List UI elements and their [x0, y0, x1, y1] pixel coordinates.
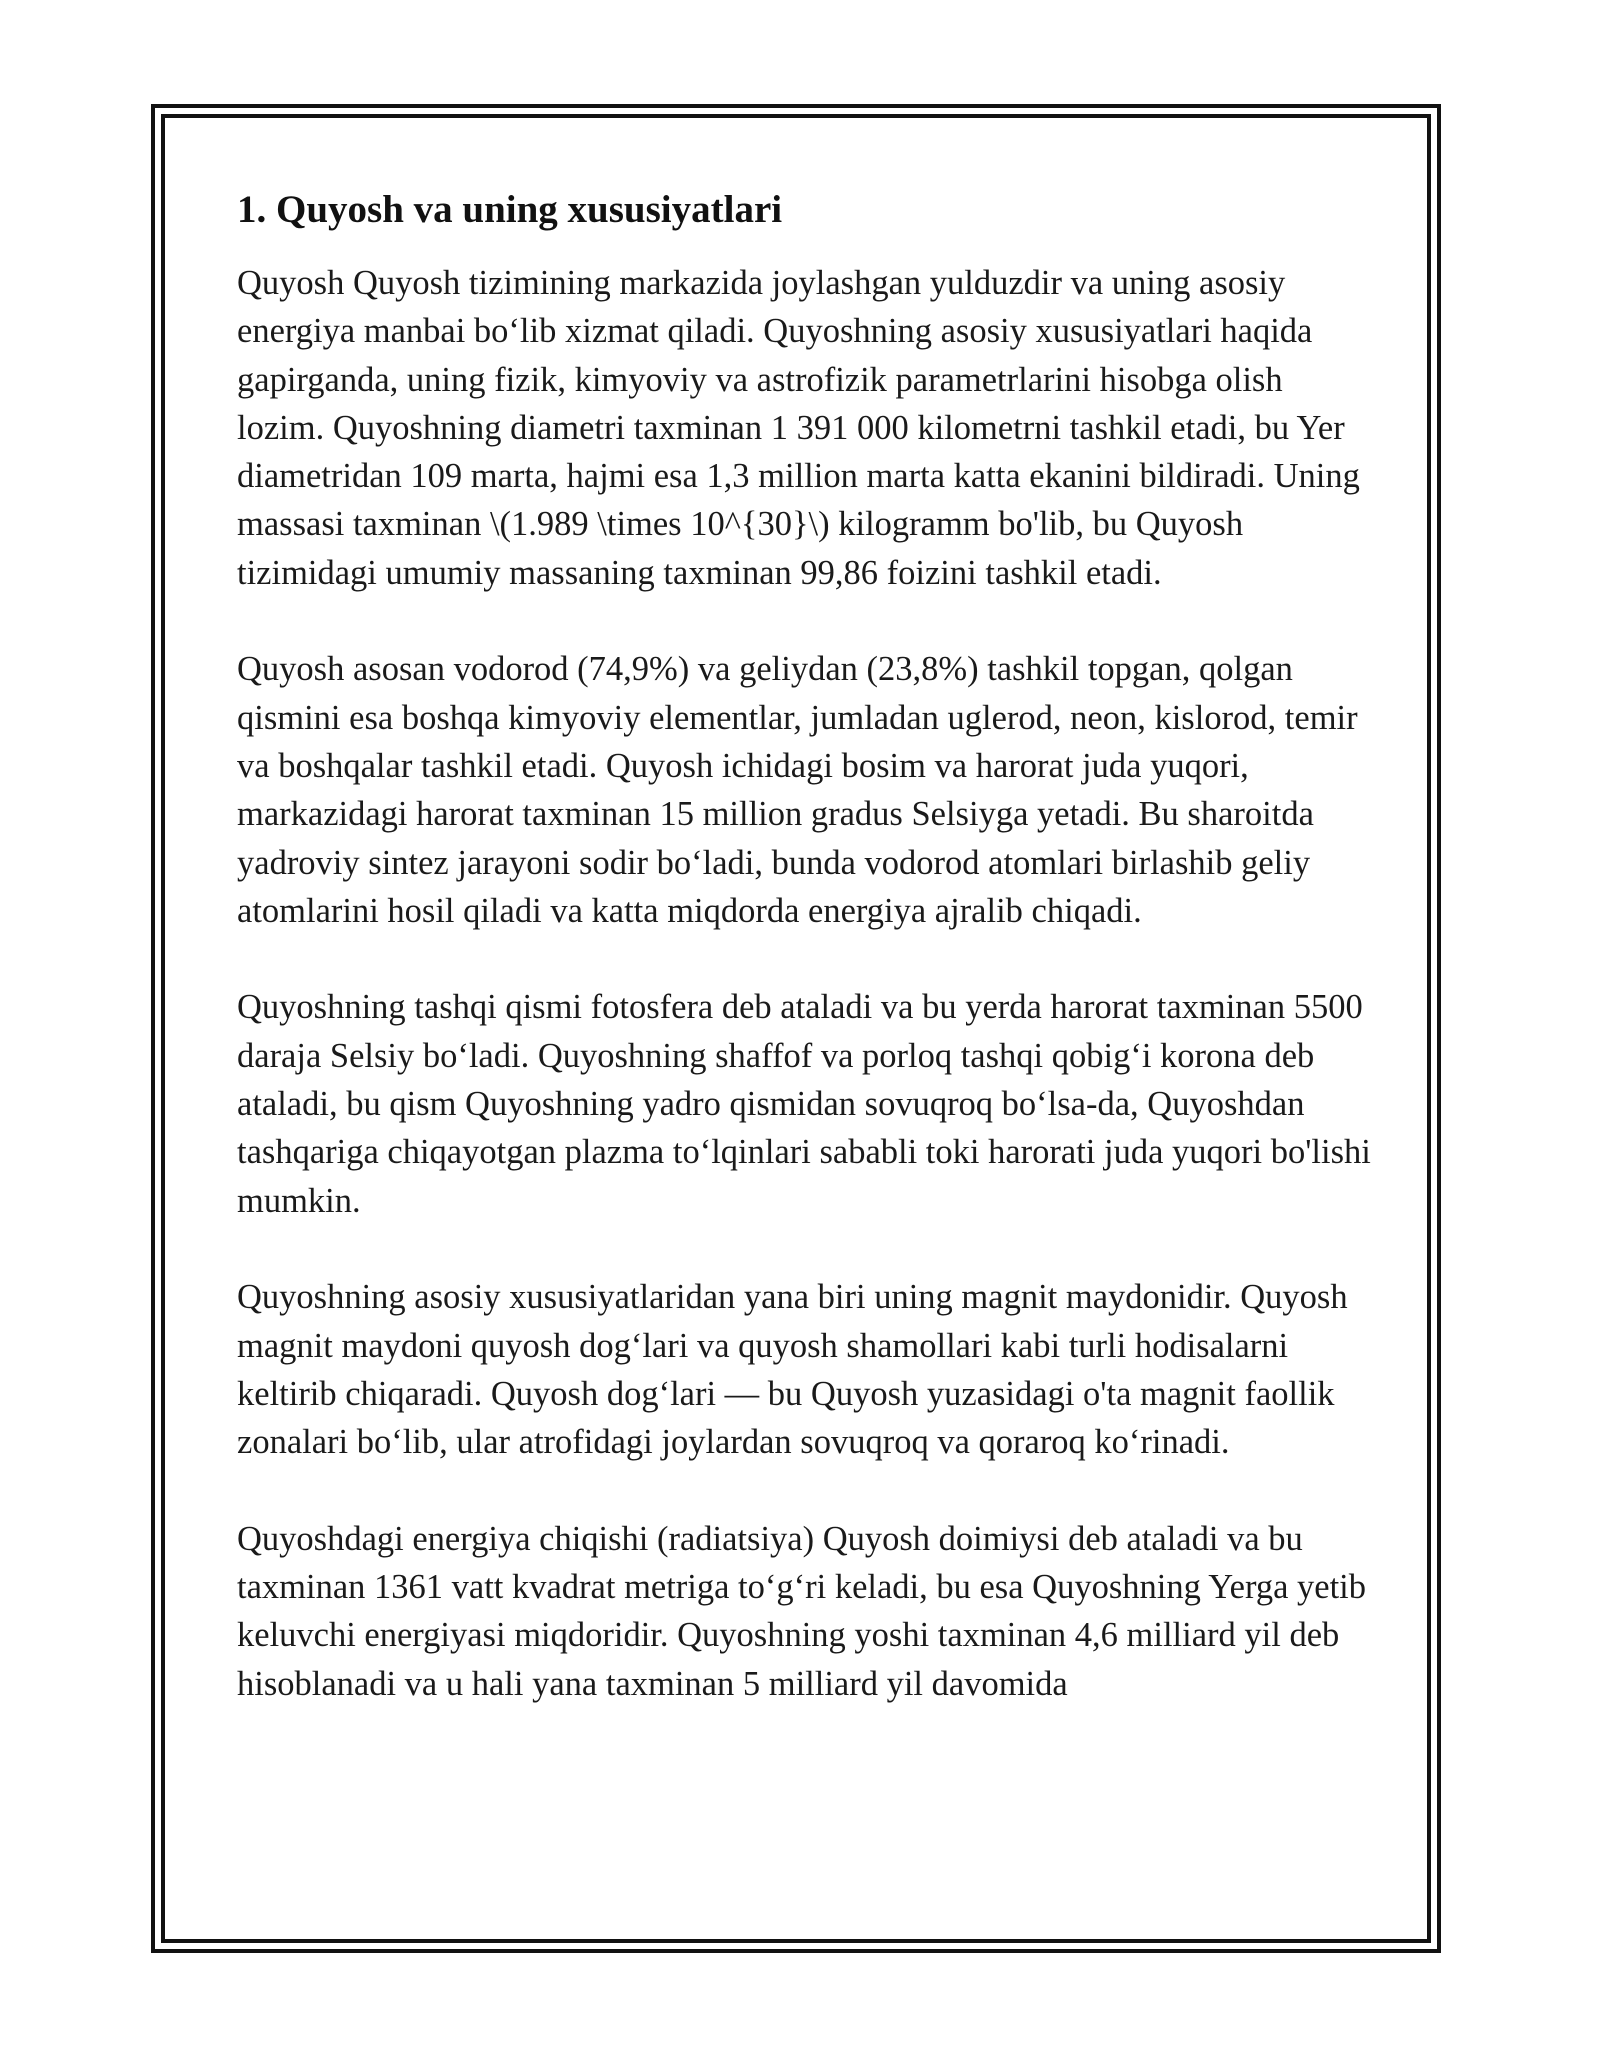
paragraph-magnetic-field: Quyoshning asosiy xususiyatlaridan yana biri uning magnit maydonidir. Quyosh magnit maydoni quyosh dog‘lari va quyosh shamollari kabi turli hodisalarni keltirib chiqaradi. Quyosh dog‘lari — bu Quyosh yuzasidagi o'ta magnit faollik zonalari bo‘lib, ular atrofidagi joylardan sovuqroq va qoraroq ko‘rinadi.	[237, 1278, 1348, 1462]
paragraph-photosphere-corona: Quyoshning tashqi qismi fotosfera deb ataladi va bu yerda harorat taxminan 5500 daraja Selsiy bo‘ladi. Quyoshning shaffof va porloq tashqi qobig‘i korona deb ataladi, bu qism Quyoshning yadro qismidan sovuqroq bo‘lsa-da, Quyoshdan tashqariga chiqayotgan plazma to‘lqinlari sababli toki harorati juda yuqori bo'lishi mumkin.	[237, 988, 1371, 1220]
section-title: 1. Quyosh va uning xususiyatlari	[237, 188, 783, 231]
paragraph-diameter-mass: Quyosh Quyosh tizimining markazida joylashgan yulduzdir va uning asosiy energiya manbai bo‘lib xizmat qiladi. Quyoshning asosiy xususiyatlari haqida gapirganda, uning fizik, kimyoviy va astrofizik parametrlarini hisobga olish lozim. Quyoshning diametri taxminan 1 391 000 kilometrni tashkil etadi, bu Yer diametridan 109 marta, hajmi esa 1,3 million marta katta ekanini bildiradi. Uning massasi taxminan \(1.989 \times 10^{30}\) kilogramm bo'lib, bu Quyosh tizimidagi umumiy massaning taxminan 99,86 foizini tashkil etadi.	[237, 264, 1360, 592]
document-body	[237, 184, 1372, 1708]
paragraph-composition: Quyosh asosan vodorod (74,9%) va geliydan (23,8%) tashkil topgan, qolgan qismini esa boshqa kimyoviy elementlar, jumladan uglerod, neon, kislorod, temir va boshqalar tashkil etadi. Quyosh ichidagi bosim va harorat juda yuqori, markazidagi harorat taxminan 15 million gradus Selsiyga yetadi. Bu sharoitda yadroviy sintez jarayoni sodir bo‘ladi, bunda vodorod atomlari birlashib geliy atomlarini hosil qiladi va katta miqdorda energiya ajralib chiqadi.	[237, 650, 1358, 930]
paragraph-solar-constant: Quyoshdagi energiya chiqishi (radiatsiya) Quyosh doimiysi deb ataladi va bu taxminan 1361 vatt kvadrat metriga to‘g‘ri keladi, bu esa Quyoshning Yerga yetib keluvchi energiyasi miqdoridir. Quyoshning yoshi taxminan 4,6 milliard yil deb hisoblanadi va u hali yana taxminan 5 milliard yil davomida	[237, 1519, 1366, 1703]
